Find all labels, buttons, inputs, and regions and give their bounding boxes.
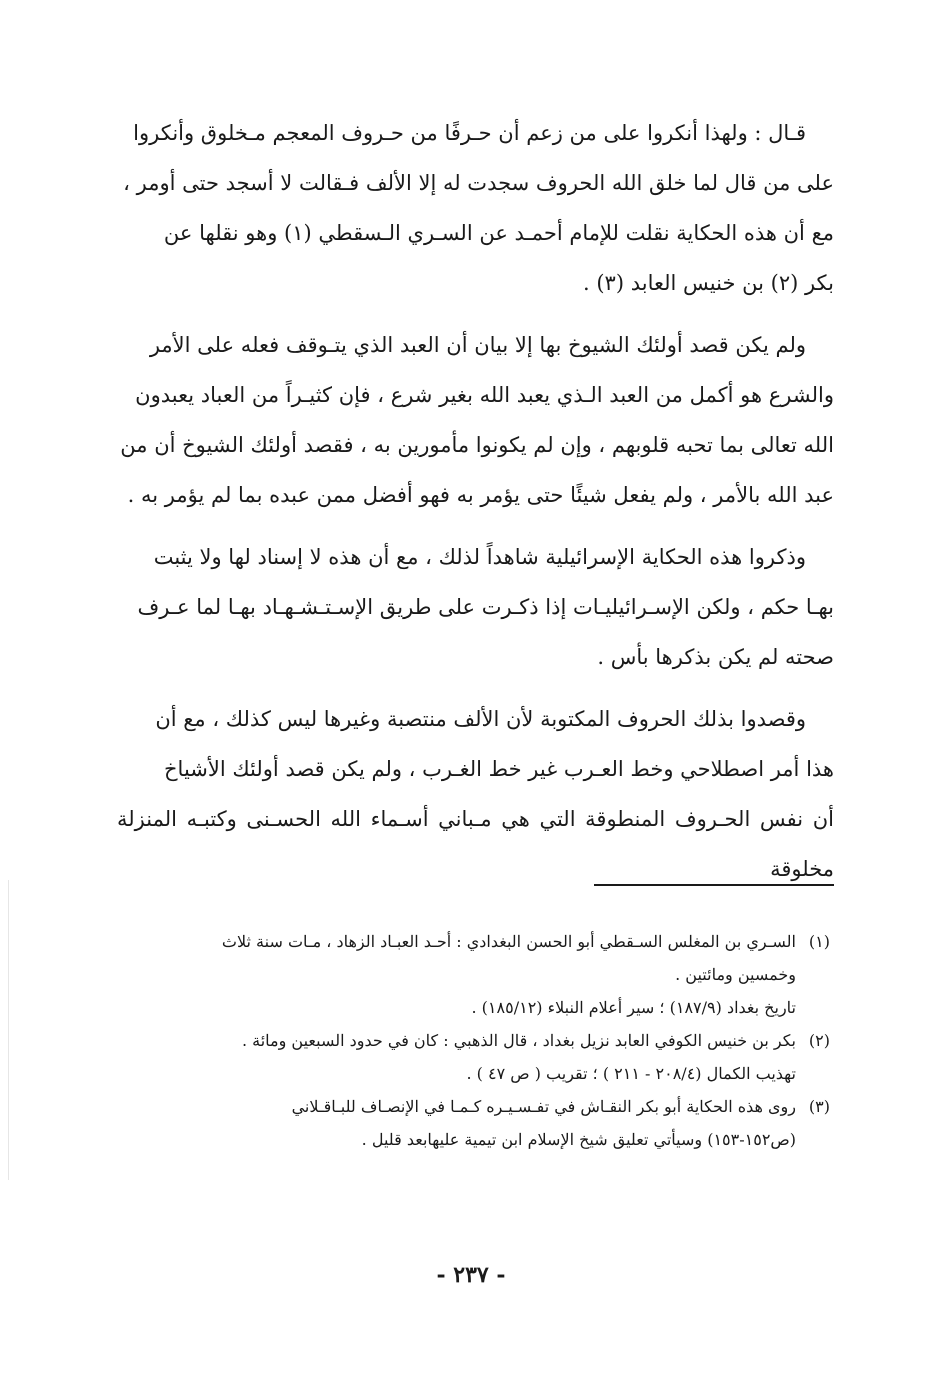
footnote-divider [594, 884, 834, 886]
footnote-source: تاريخ بغداد (١٨٧/٩) ؛ سير أعلام النبلاء (١٨٥/١٢) . [471, 998, 796, 1017]
page-number: - ٢٣٧ - [436, 1262, 506, 1288]
text-line: على من قال لما خلق الله الحروف سجدت له إلا الألف فـقالت لا أسجد حتى أومر ، [123, 171, 834, 195]
scan-edge-line [8, 880, 9, 1180]
text-line: ولم يكن قصد أولئك الشيوخ بها إلا بيان أن العبد الذي يتـوقف فعله على الأمر [149, 333, 806, 357]
text-line: أن نفس الحـروف المنطوقة التي هي مـباني أسـماء الله الحسـنى وكتبـه المنزلة مخلوقة [117, 807, 834, 881]
footnote-text: روى هذه الحكاية أبو بكر النقـاش في تفـسـيـره كـمـا في الإنصـاف للبـاقـلاني [291, 1097, 796, 1116]
text-line: بكر (٢) بن خنيس العابد (٣) . [583, 271, 834, 295]
text-line: والشرع هو أكمل من العبد الـذي يعبد الله بغير شرع ، فإن كثيـراً من العباد يعبدون [135, 383, 834, 407]
paragraph-1 [117, 108, 834, 308]
text-line: عبد الله بالأمر ، ولم يفعل شيئًا حتى يؤمر به فهو أفضل ممن عبده بما لم يؤمر به . [127, 483, 834, 507]
footnote-number: (٣) [808, 1097, 830, 1116]
footnote-number: (١) [808, 932, 830, 951]
text-line: هذا أمر اصطلاحي وخط العـرب غير خط الغـرب ، ولم يكن قصد أولئك الأشياخ [163, 757, 834, 781]
main-text [117, 108, 834, 906]
footnote-3 [118, 1090, 830, 1156]
footnote-text: وخمسين ومائتين . [675, 965, 796, 984]
footnote-text: بكر بن خنيس الكوفي العابد نزيل بغداد ، قال الذهبي : كان في حدود السبعين ومائة . [241, 1031, 796, 1050]
footnote-2 [118, 1024, 830, 1090]
footnote-1 [118, 925, 830, 1024]
footnote-source: تهذيب الكمال (٢٠٨/٤ - ٢١١ ) ؛ تقريب ( ص ٤٧ ) . [466, 1064, 796, 1083]
text-line: صحته لم يكن بذكرها بأس . [597, 645, 834, 669]
footnote-text: (ص١٥٢-١٥٣) وسيأتي تعليق شيخ الإسلام ابن تيمية عليهابعد قليل . [361, 1130, 796, 1149]
text-line: وذكروا هذه الحكاية الإسرائيلية شاهداً لذلك ، مع أن هذه لا إسناد لها ولا يثبت [153, 545, 806, 569]
text-line: بهـا حكم ، ولكن الإسـرائيليـات إذا ذكـرت على طريق الإسـتـشـهـاد بهـا لما عـرف [137, 595, 834, 619]
footnote-text: السـري بن المغلس السـقطي أبو الحسن البغدادي : أحـد العبـاد الزهاد ، مـات سنة ثلاث [221, 932, 796, 951]
paragraph-3 [117, 532, 834, 682]
text-line: وقصدوا بذلك الحروف المكتوبة لأن الألف منتصبة وغيرها ليس كذلك ، مع أن [155, 707, 806, 731]
text-line: مع أن هذه الحكاية نقلت للإمام أحمـد عن السـري الـسقطي (١) وهو نقلها عن [163, 221, 834, 245]
paragraph-2 [117, 320, 834, 520]
footnote-number: (٢) [808, 1031, 830, 1050]
text-line: قـال : ولهذا أنكروا على من زعم أن حـرفًا من حـروف المعجم مـخلوق وأنكروا [133, 121, 806, 145]
text-line: الله تعالى بما تحبه قلوبهم ، وإن لم يكونوا مأمورين به ، فقصد أولئك الشيوخ أن من [120, 433, 834, 457]
paragraph-4 [117, 694, 834, 894]
footnotes [118, 925, 830, 1156]
